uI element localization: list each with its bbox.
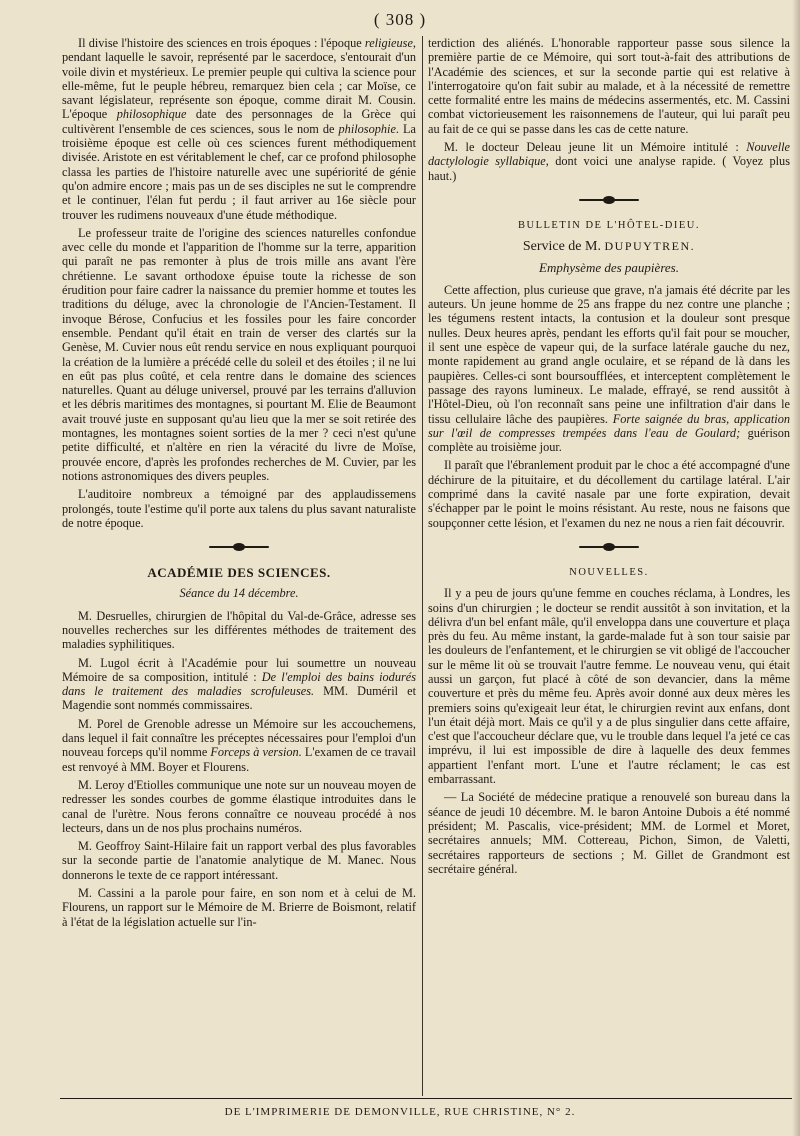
paragraph-londres: Il y a peu de jours qu'une femme en couches réclama, à Londres, les soins d'un chirurgien ; le docteur se rendit aussitôt à son invitation, et la délivra d'un bel enfant mâle, qu'il enveloppa dans une couverture et plaça près du feu. Au même instant, la garde-malade fut à son tour saisie par les douleurs de l'enfantement, et le chirurgien se vit obligé de l'accoucher sur le même lit où se trouvait l'autre femme. Le nouveau venu, qui était aussi un garçon, fut placé à côté de son devancier, dans la même couverture et près du même feu. Après avoir donné aux deux mères les premiers soins qu'exigeait leur état, le chirurgien revint aux enfans, dont l'un était déjà mort. Mais ce qu'il y a de plus singulier dans cette affaire, c'est que l'accoucheur déclare que, vu le trouble dans lequel l'a jeté ce cas imprévu, il lui est impossible de dire à laquelle des deux femmes appartient l'enfant mort. L'une et l'autre réclament; le cas est embarrassant.: [428, 586, 790, 787]
printer-imprint: DE L'IMPRIMERIE DE DEMONVILLE, RUE CHRISTINE, N° 2.: [224, 1106, 576, 1118]
seance-date: Séance du 14 décembre.: [179, 586, 299, 601]
left-column: [62, 36, 416, 933]
section-separator: [579, 195, 639, 205]
service-heading: Service de M. DUPUYTREN.: [522, 239, 696, 255]
paragraph-leroy: M. Leroy d'Etiolles communique une note sur un nouveau moyen de redresser les sondes courbes de gomme élastique introduites dans le canal de l'urètre. Nous ferons connaître ce nouveau procédé à nos lecteurs, dans un de nos plus prochains numéros.: [62, 777, 416, 835]
paragraph-ebranlement: Il paraît que l'ébranlement produit par le choc a été accompagné d'une déchirure de la pituitaire, et du décollement du cartilage latéral. L'air comprimé dans la cavité nasale par une forte expiration, devait s'échapper par le point le moins résistant. Au reste, nous ne faisons que soupçonner cette lésion, et l'examen du nez ne nous a rien fait découvrir.: [428, 458, 790, 530]
footer-rule: [60, 1098, 792, 1099]
paragraph-geoffroy: M. Geoffroy Saint-Hilaire fait un rapport verbal des plus favorables sur la seconde partie de l'anatomie analytique de M. Manec. Nous donnerons le texte de ce rapport intéressant.: [62, 839, 416, 882]
paragraph-cassini: M. Cassini a la parole pour faire, en son nom et à celui de M. Flourens, un rapport sur le Mémoire de M. Brierre de Boismont, relatif à l'état de la législation actuelle sur l'in-: [62, 886, 416, 929]
paragraph-societe-medecine: — La Société de médecine pratique a renouvelé son bureau dans la séance de jeudi 10 décembre. M. le baron Antoine Dubois a été nommé président; M. Pascalis, vice-président; MM. de Lormel et Moret, secrétaires annuels; MM. Cottereau, Pichon, Simon, de Valetti, secrétaires rapporteurs de sections ; M. Gillet de Grandmont est secrétaire général.: [428, 790, 790, 876]
paragraph-desruelles: M. Desruelles, chirurgien de l'hôpital du Val-de-Grâce, adresse ses nouvelles recherches sur les différentes méthodes de traitement des maladies syphilitiques.: [62, 608, 416, 652]
paragraph-deleau: M. le docteur Deleau jeune lit un Mémoire intitulé : Nouvelle dactylologie syllabique, dont voici une analyse rapide. ( Voyez plus haut.): [428, 140, 790, 183]
page-edge-shadow: [792, 0, 800, 1136]
paragraph-porel: M. Porel de Grenoble adresse un Mémoire sur les accouchemens, dans lequel il fait connaître les préceptes nécessaires pour l'emploi d'un nouveau forceps qu'il nomme Forceps à version. L'examen de ce travail est renvoyé à MM. Boyer et Flourens.: [62, 716, 416, 774]
paragraph-origin-sciences: Le professeur traite de l'origine des sciences naturelles confondue avec celle du monde et l'apparition de l'homme sur la terre, apparition qui paraît ne pas remonter à plus de trois mille ans avant l'ère chrétienne. Le savant orthodoxe épuise toute la richesse de son érudition pour faire cadrer la naissance du premier homme et toutes les traditions du déluge, avec la chronologie de l'Ancien-Testament. Il invoque Bérose, Confucius et les fossiles pour les faire concorder ensemble. Pendant qu'il était en train de verser des clartés sur la Genèse, M. Cuvier nous eût rendu service en nous expliquant pourquoi la création de la lumière a précédé celle du soleil et des étoiles ; il ne lui en eût pas plus coûté, et cela rentre dans le domaine des sciences naturelles. Quant au déluge universel, prouvé par les terrains d'alluvion et les débris maritimes des montagnes, si pourtant M. Elie de Beaumont avait trouvé juste en supposant qu'au lieu que la mer se soit retirée des montagnes, les montagnes soient sorties de la mer ? ceci n'est qu'une petite difficulté, et n'altère en rien la véracité du livre de Moïse, prouvée encore, d'après les profondes recherches de M. Cuvier, par les notions astronomiques des divers peuples.: [62, 225, 416, 483]
academie-heading: ACADÉMIE DES SCIENCES.: [147, 565, 331, 581]
page-number: ( 308 ): [373, 10, 427, 29]
paragraph-lugol: M. Lugol écrit à l'Académie pour lui soumettre un nouveau Mémoire de sa composition, intitulé : De l'emploi des bains iodurés dans le traitement des maladies scrofuleuses. MM. Duméril et Magendie sont nommés commissaires.: [62, 655, 416, 713]
nouvelles-heading: NOUVELLES.: [569, 566, 649, 578]
right-column: [428, 36, 790, 880]
paragraph-emphyseme: Cette affection, plus curieuse que grave, n'a jamais été décrite par les auteurs. Un jeune homme de 25 ans frappe du nez contre une planche ; les tégumens restent intacts, la contusion et la douleur sont presque nulles. Deux heures après, pendant les efforts qu'il fait pour se moucher, il sent une espèce de vapeur qui, de la surface latérale gauche du nez, monte rapidement au grand angle oculaire, et se répand de là dans les paupières. Celles-ci sont boursoufflées, et interceptent complètement le passage des rayons lumineux. Le malade, effrayé, se rend aussitôt à l'Hôtel-Dieu, où l'on reconnaît sans peine une infiltration d'air dans le tissu cellulaire lâche des paupières. Forte saignée du bras, application sur l'œil de compresses trempées dans l'eau de Goulard; guérison complète au troisième jour.: [428, 282, 791, 455]
paragraph-interdiction: terdiction des aliénés. L'honorable rapporteur passe sous silence la première partie de ce Mémoire, qui sort tout-à-fait des attributions de l'Académie des sciences, et sur la seconde partie qui est relative à l'interrogatoire qu'on fait subir au malade, et à la nécessité de remettre cette formalité entre les mains de médecins assermentés, etc. M. Cassini combat victorieusement les raisonnemens de l'auteur, qui lui paraît peu au fait de ce qui se passe dans les cas de cette nature.: [428, 36, 790, 136]
section-separator: [579, 542, 639, 552]
bulletin-heading: BULLETIN DE L'HÔTEL-DIEU.: [518, 219, 700, 231]
paragraph-applause: L'auditoire nombreux a témoigné par des applaudissemens prolongés, toute l'estime qu'il porte aux talens du plus savant naturaliste de notre époque.: [62, 487, 416, 530]
paragraph-sciences-epochs: Il divise l'histoire des sciences en trois époques : l'époque religieuse, pendant laquelle le savoir, représenté par le sacerdoce, s'entourait d'un voile divin et mystérieux. Le premier peuple qui cultiva la science pour elle-même, fut le peuple hébreu, remarquez bien cela ; car Moïse, ce savant législateur, représente son époque, comme dirait M. Cousin. L'époque philosophique date des personnages de la Grèce qui cultivèrent l'ensemble de ces sciences, sous le nom de philosophie. La troisième époque est celle où ces sciences furent méthodiquement divisée. Aristote en est véritablement le chef, car ce profond philosophe classa les parties de l'histoire naturelle avec une supériorité de génie qu'on admire encore ; mais pas un de ses disciples ne sut le comprendre et le continuer, l'élan fut perdu ; il faut arriver au 16e siècle pour trouver les rudimens nouveaux d'une étude méthodique.: [62, 36, 417, 222]
column-divider: [422, 36, 423, 1096]
case-title: Emphysème des paupières.: [539, 259, 679, 275]
section-separator: [209, 542, 269, 552]
